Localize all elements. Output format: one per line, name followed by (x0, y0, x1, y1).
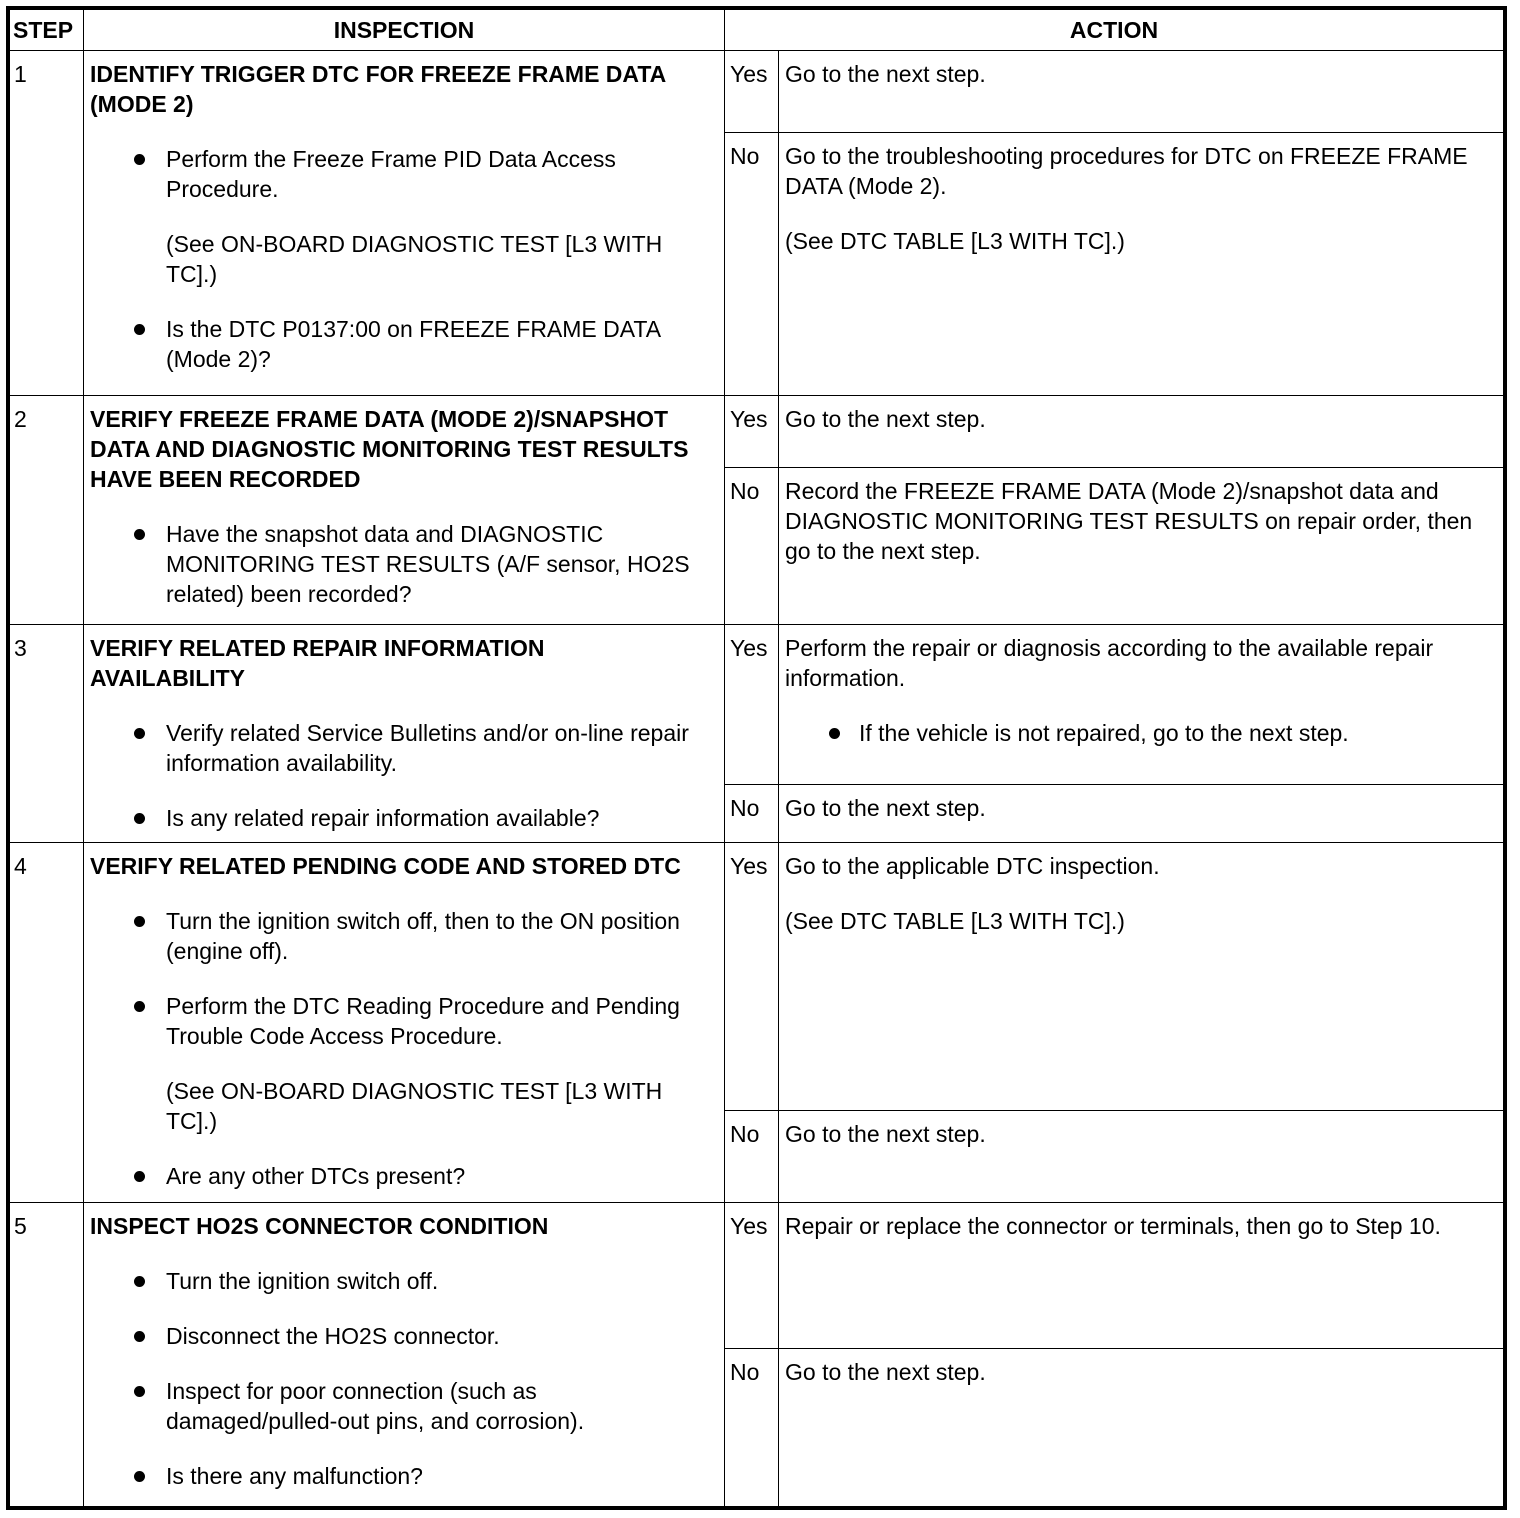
yes-action (779, 624, 1504, 784)
bullet-text: Inspect for poor connection (such as damaged/pulled-out pins, and corrosion). (166, 1378, 585, 1435)
yes-label: Yes (725, 1203, 779, 1349)
step-5-yes-row (10, 1203, 1504, 1349)
bullet-icon (134, 916, 145, 927)
step-title: VERIFY RELATED REPAIR INFORMATION AVAILABILITY (90, 634, 545, 691)
step-inspection (84, 1203, 725, 1507)
step-inspection (84, 395, 725, 624)
step-number: 5 (10, 1203, 84, 1507)
step-number: 2 (10, 395, 84, 624)
bullet-icon (134, 1331, 145, 1342)
step-title: VERIFY RELATED PENDING CODE AND STORED DTC (90, 852, 681, 879)
yes-label: Yes (725, 624, 779, 784)
step-number: 3 (10, 624, 84, 842)
step-number: 1 (10, 51, 84, 396)
step-3-yes-row (10, 624, 1504, 784)
diagnostic-table-sheet (6, 6, 1507, 1510)
step-number: 4 (10, 842, 84, 1202)
bullet-text: Are any other DTCs present? (166, 1162, 466, 1189)
yes-action (779, 842, 1504, 1110)
bullet-icon (134, 813, 145, 824)
step-4-yes-row (10, 842, 1504, 1110)
bullet-text: Perform the DTC Reading Procedure and Pending Trouble Code Access Procedure. (166, 992, 680, 1049)
no-label: No (725, 467, 779, 624)
yes-label: Yes (725, 842, 779, 1110)
bullet-icon (134, 1171, 145, 1182)
bullet-text: Verify related Service Bulletins and/or on-line repair information availability. (166, 719, 689, 776)
yes-label: Yes (725, 395, 779, 467)
yes-label: Yes (725, 51, 779, 133)
bullet-icon (134, 1386, 145, 1397)
bullet-icon (134, 1471, 145, 1482)
bullet-text: Is the DTC P0137:00 on FREEZE FRAME DATA (Mode 2)? (166, 316, 660, 372)
bullet-text: Turn the ignition switch off, then to the ON position (engine off). (166, 907, 680, 964)
step-2-yes-row (10, 395, 1504, 467)
no-label: No (725, 1349, 779, 1507)
bullet-text: If the vehicle is not repaired, go to the next step. (859, 719, 1349, 746)
step-title: INSPECT HO2S CONNECTOR CONDITION (90, 1213, 549, 1240)
yes-action-text: Perform the repair or diagnosis according to the available repair information. (785, 634, 1434, 691)
inspection-bullet (90, 1376, 704, 1436)
no-action (779, 133, 1504, 396)
inspection-bullet (90, 906, 704, 966)
reference-note: (See DTC TABLE [L3 WITH TC].) (785, 907, 1125, 934)
bullet-icon (134, 324, 145, 335)
bullet-icon (134, 728, 145, 739)
inspection-bullet (90, 144, 704, 204)
yes-action: Go to the next step. (779, 395, 1504, 467)
header-inspection: INSPECTION (84, 10, 725, 51)
bullet-icon (134, 529, 145, 540)
inspection-bullet (90, 1321, 704, 1351)
bullet-text: Disconnect the HO2S connector. (166, 1323, 500, 1350)
bullet-icon (134, 1001, 145, 1012)
yes-action-text: Go to the applicable DTC inspection. (785, 852, 1160, 879)
bullet-text: Is any related repair information available? (166, 804, 600, 831)
no-label: No (725, 133, 779, 396)
inspection-bullet (90, 1461, 704, 1491)
action-bullet (785, 718, 1497, 748)
no-action: Go to the next step. (779, 1110, 1504, 1202)
no-label: No (725, 1110, 779, 1202)
no-action: Go to the next step. (779, 1349, 1504, 1507)
yes-action: Go to the next step. (779, 51, 1504, 133)
no-label: No (725, 784, 779, 842)
step-inspection (84, 51, 725, 396)
reference-note: (See ON-BOARD DIAGNOSTIC TEST [L3 WITH TC].) (166, 231, 663, 287)
no-action: Go to the next step. (779, 784, 1504, 842)
step-title: IDENTIFY TRIGGER DTC FOR FREEZE FRAME DATA (MODE 2) (90, 61, 666, 117)
step-title: VERIFY FREEZE FRAME DATA (MODE 2)/SNAPSHOT DATA AND DIAGNOSTIC MONITORING TEST RESULTS HAVE BEEN RECORDED (90, 405, 689, 492)
diagnostic-table (9, 9, 1504, 1507)
inspection-bullet (90, 519, 704, 609)
no-action-text: Go to the troubleshooting procedures for DTC on FREEZE FRAME DATA (Mode 2). (785, 143, 1468, 199)
inspection-bullet (90, 991, 704, 1051)
step-inspection (84, 842, 725, 1202)
bullet-text: Perform the Freeze Frame PID Data Access Procedure. (166, 146, 616, 202)
step-inspection (84, 624, 725, 842)
bullet-icon (134, 154, 145, 165)
yes-action: Repair or replace the connector or terminals, then go to Step 10. (779, 1203, 1504, 1349)
bullet-icon (134, 1276, 145, 1287)
bullet-text: Is there any malfunction? (166, 1463, 423, 1490)
inspection-bullet (90, 314, 704, 374)
header-action: ACTION (725, 10, 1504, 51)
header-row (10, 10, 1504, 51)
bullet-icon (829, 728, 840, 739)
reference-note: (See DTC TABLE [L3 WITH TC].) (785, 228, 1125, 254)
inspection-bullet (90, 718, 704, 778)
inspection-bullet (90, 1266, 704, 1296)
inspection-bullet (90, 1161, 704, 1191)
step-1-yes-row (10, 51, 1504, 133)
bullet-text: Turn the ignition switch off. (166, 1268, 439, 1295)
no-action: Record the FREEZE FRAME DATA (Mode 2)/snapshot data and DIAGNOSTIC MONITORING TEST RESULTS on repair order, then go to the next step. (779, 467, 1504, 624)
reference-note: (See ON-BOARD DIAGNOSTIC TEST [L3 WITH TC].) (166, 1077, 663, 1134)
bullet-text: Have the snapshot data and DIAGNOSTIC MONITORING TEST RESULTS (A/F sensor, HO2S related) been recorded? (166, 520, 690, 607)
header-step: STEP (10, 10, 84, 51)
inspection-bullet (90, 803, 704, 833)
